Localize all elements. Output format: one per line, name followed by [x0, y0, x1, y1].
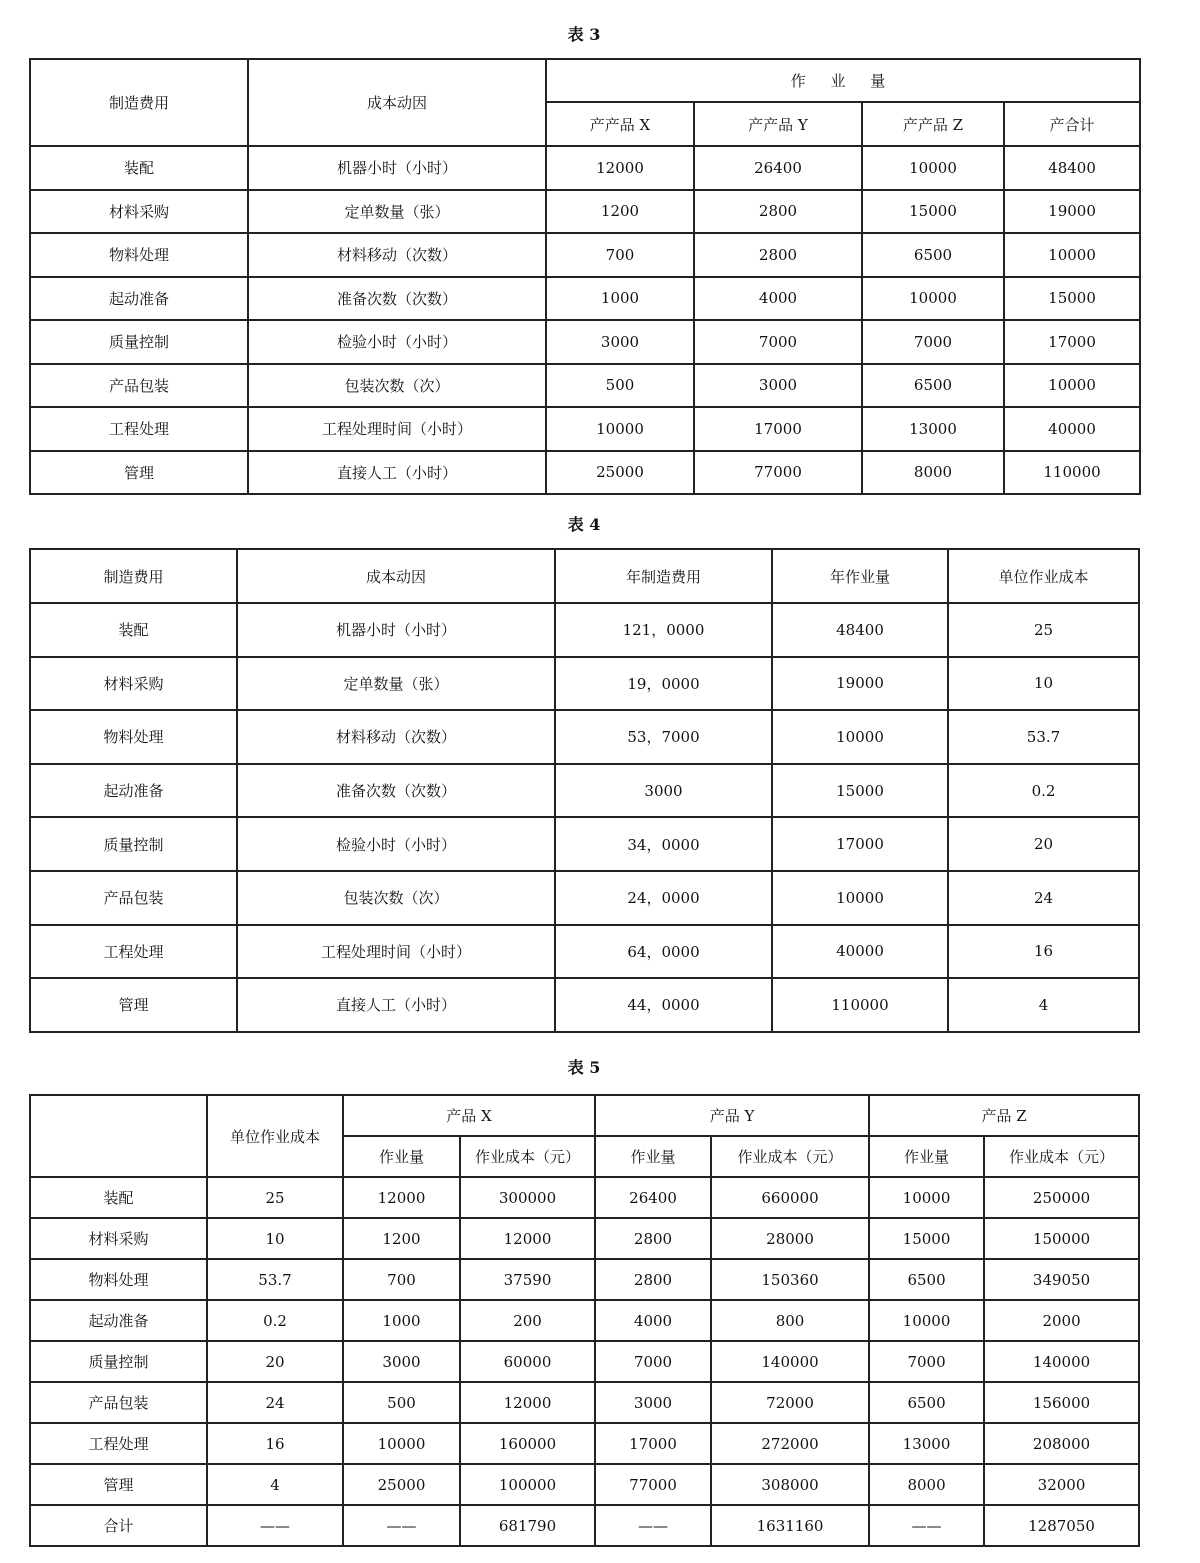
table-cell: 150000 [984, 1218, 1139, 1259]
header-annual-volume: 年作业量 [772, 549, 948, 603]
table-cell: 208000 [984, 1423, 1139, 1464]
table-cell: 4 [948, 978, 1139, 1032]
row-label-cell: 质量控制 [30, 817, 237, 871]
table-cell: 8000 [862, 451, 1004, 495]
row-label-cell: 装配 [30, 146, 248, 190]
row-label-cell: 产品包装 [30, 1382, 207, 1423]
table-cell: 15000 [772, 764, 948, 818]
table-row [30, 1382, 1139, 1423]
table-row [30, 1300, 1139, 1341]
table-cell: 1000 [546, 277, 694, 321]
table-cell: 12000 [460, 1218, 595, 1259]
table-cell: 20 [948, 817, 1139, 871]
table-row [30, 764, 1139, 818]
table-cell: 10000 [869, 1177, 984, 1218]
table-cell: 300000 [460, 1177, 595, 1218]
row-label-cell: 装配 [30, 1177, 207, 1218]
table-cell: 工程处理时间（小时） [248, 407, 546, 451]
table-row [30, 710, 1139, 764]
header-activity-volume: 作 业 量 [546, 59, 1140, 102]
row-label-cell: 材料采购 [30, 657, 237, 711]
table-cell: 材料移动（次数） [248, 233, 546, 277]
table-row [30, 190, 1140, 234]
table-cell: 包装次数（次） [237, 871, 555, 925]
table-cell: 15000 [869, 1218, 984, 1259]
table-row [30, 1177, 1139, 1218]
table-cell: 500 [343, 1382, 460, 1423]
header-manufacturing-cost: 制造费用 [30, 549, 237, 603]
header-product-y: 产品 Y [595, 1095, 869, 1136]
table-cell: 10000 [869, 1300, 984, 1341]
table4-caption: 表 4 [567, 515, 601, 534]
table-cell: 156000 [984, 1382, 1139, 1423]
row-label-cell: 起动准备 [30, 277, 248, 321]
table-cell: 3000 [694, 364, 862, 408]
table-cell: 准备次数（次数） [248, 277, 546, 321]
table-cell: 77000 [595, 1464, 711, 1505]
table-cell: —— [869, 1505, 984, 1546]
table-cell: 24，0000 [555, 871, 772, 925]
table-cell: 包装次数（次） [248, 364, 546, 408]
table-cell: 77000 [694, 451, 862, 495]
table-cell: 140000 [984, 1341, 1139, 1382]
table-cell: 4 [207, 1464, 343, 1505]
header-product-z: 产产品 Z [862, 102, 1004, 146]
table3 [29, 58, 1141, 495]
table-cell: 272000 [711, 1423, 869, 1464]
table-cell: 10 [948, 657, 1139, 711]
table-cell: 10000 [772, 710, 948, 764]
table-row [30, 1464, 1139, 1505]
table-cell: 2800 [694, 233, 862, 277]
table-cell: 12000 [343, 1177, 460, 1218]
table-cell: 3000 [546, 320, 694, 364]
row-label-cell: 工程处理 [30, 1423, 207, 1464]
table-cell: 7000 [595, 1341, 711, 1382]
header-annual-overhead: 年制造费用 [555, 549, 772, 603]
table-row [30, 320, 1140, 364]
table-cell: 13000 [862, 407, 1004, 451]
table5 [29, 1094, 1140, 1547]
table-cell: 20 [207, 1341, 343, 1382]
row-label-cell: 起动准备 [30, 1300, 207, 1341]
row-label-cell: 材料采购 [30, 1218, 207, 1259]
table-cell: 2800 [595, 1218, 711, 1259]
table-cell: 机器小时（小时） [248, 146, 546, 190]
header-product-z: 产品 Z [869, 1095, 1139, 1136]
table-cell: 44，0000 [555, 978, 772, 1032]
table-cell: —— [595, 1505, 711, 1546]
table-cell: 10 [207, 1218, 343, 1259]
table-row [30, 978, 1139, 1032]
table-cell: 32000 [984, 1464, 1139, 1505]
table-cell: 17000 [694, 407, 862, 451]
table-cell: 1200 [546, 190, 694, 234]
table-cell: 7000 [862, 320, 1004, 364]
table-cell: 0.2 [207, 1300, 343, 1341]
header-x-volume: 作业量 [343, 1136, 460, 1177]
table-cell: 17000 [772, 817, 948, 871]
table-cell: 10000 [1004, 364, 1140, 408]
table-row [30, 925, 1139, 979]
table-row [30, 1423, 1139, 1464]
table-cell: 140000 [711, 1341, 869, 1382]
table-row [30, 1505, 1139, 1546]
row-label-cell: 管理 [30, 1464, 207, 1505]
table-cell: 200 [460, 1300, 595, 1341]
row-label-cell: 产品包装 [30, 871, 237, 925]
table-row [30, 603, 1139, 657]
table-cell: 349050 [984, 1259, 1139, 1300]
table-cell: 8000 [869, 1464, 984, 1505]
header-z-cost: 作业成本（元） [984, 1136, 1139, 1177]
row-label-cell: 物料处理 [30, 1259, 207, 1300]
table-cell: 材料移动（次数） [237, 710, 555, 764]
table-cell: —— [343, 1505, 460, 1546]
row-label-cell: 材料采购 [30, 190, 248, 234]
header-y-cost: 作业成本（元） [711, 1136, 869, 1177]
table-cell: 10000 [772, 871, 948, 925]
table-cell: 60000 [460, 1341, 595, 1382]
header-y-volume: 作业量 [595, 1136, 711, 1177]
table-cell: 13000 [869, 1423, 984, 1464]
row-label-cell: 装配 [30, 603, 237, 657]
table-cell: 17000 [1004, 320, 1140, 364]
header-manufacturing-cost: 制造费用 [30, 59, 248, 146]
table-cell: 10000 [343, 1423, 460, 1464]
table-cell: 19，0000 [555, 657, 772, 711]
table-cell: 1287050 [984, 1505, 1139, 1546]
table-row [30, 407, 1140, 451]
table-cell: 25000 [546, 451, 694, 495]
table-row [30, 1259, 1139, 1300]
table-cell: 25 [948, 603, 1139, 657]
table-cell: 16 [207, 1423, 343, 1464]
table-cell: 24 [948, 871, 1139, 925]
table-cell: 1000 [343, 1300, 460, 1341]
header-total: 产合计 [1004, 102, 1140, 146]
header-unit-activity-cost: 单位作业成本 [948, 549, 1139, 603]
table-cell: 25000 [343, 1464, 460, 1505]
table-cell: 150360 [711, 1259, 869, 1300]
table-cell: 工程处理时间（小时） [237, 925, 555, 979]
table-cell: 308000 [711, 1464, 869, 1505]
table-cell: 100000 [460, 1464, 595, 1505]
table-row [30, 451, 1140, 495]
header-product-y: 产产品 Y [694, 102, 862, 146]
table-cell: 4000 [595, 1300, 711, 1341]
table-cell: 64，0000 [555, 925, 772, 979]
table-cell: 16 [948, 925, 1139, 979]
table-cell: 准备次数（次数） [237, 764, 555, 818]
table-cell: 2800 [595, 1259, 711, 1300]
table-cell: 53.7 [948, 710, 1139, 764]
table-cell: 1631160 [711, 1505, 869, 1546]
table-cell: 24 [207, 1382, 343, 1423]
table-cell: 直接人工（小时） [248, 451, 546, 495]
table-cell: 6500 [869, 1259, 984, 1300]
header-z-volume: 作业量 [869, 1136, 984, 1177]
table-cell: 6500 [869, 1382, 984, 1423]
table-cell: 6500 [862, 364, 1004, 408]
table-cell: 37590 [460, 1259, 595, 1300]
table-row [30, 233, 1140, 277]
table-cell: 15000 [862, 190, 1004, 234]
table-cell: 500 [546, 364, 694, 408]
table-cell: 53，7000 [555, 710, 772, 764]
table-cell: 28000 [711, 1218, 869, 1259]
header-blank [30, 1095, 207, 1177]
table-cell: 700 [343, 1259, 460, 1300]
row-label-cell: 管理 [30, 978, 237, 1032]
header-unit-activity-cost: 单位作业成本 [207, 1095, 343, 1177]
table-cell: 3000 [595, 1382, 711, 1423]
table-cell: 检验小时（小时） [248, 320, 546, 364]
table-cell: 4000 [694, 277, 862, 321]
table-cell: 40000 [1004, 407, 1140, 451]
table-cell: 25 [207, 1177, 343, 1218]
table-cell: 53.7 [207, 1259, 343, 1300]
table-cell: 660000 [711, 1177, 869, 1218]
table-cell: 10000 [546, 407, 694, 451]
table-cell: 2800 [694, 190, 862, 234]
header-cost-driver: 成本动因 [248, 59, 546, 146]
table-cell: 19000 [772, 657, 948, 711]
row-label-cell: 质量控制 [30, 1341, 207, 1382]
table-row [30, 364, 1140, 408]
row-label-cell: 物料处理 [30, 233, 248, 277]
table-cell: 250000 [984, 1177, 1139, 1218]
table-cell: 10000 [862, 277, 1004, 321]
table-cell: 3000 [555, 764, 772, 818]
table-cell: 110000 [772, 978, 948, 1032]
table-cell: 681790 [460, 1505, 595, 1546]
table-cell: 1200 [343, 1218, 460, 1259]
table-cell: 10000 [862, 146, 1004, 190]
table-cell: 10000 [1004, 233, 1140, 277]
table-cell: 12000 [460, 1382, 595, 1423]
table-cell: 6500 [862, 233, 1004, 277]
table-cell: 19000 [1004, 190, 1140, 234]
header-x-cost: 作业成本（元） [460, 1136, 595, 1177]
table-cell: 2000 [984, 1300, 1139, 1341]
row-label-cell: 工程处理 [30, 925, 237, 979]
row-label-cell: 物料处理 [30, 710, 237, 764]
table-cell: 110000 [1004, 451, 1140, 495]
table-cell: 34，0000 [555, 817, 772, 871]
table-cell: 700 [546, 233, 694, 277]
table-row [30, 657, 1139, 711]
table-cell: 机器小时（小时） [237, 603, 555, 657]
header-product-x: 产品 X [343, 1095, 595, 1136]
table-cell: 800 [711, 1300, 869, 1341]
table-row [30, 277, 1140, 321]
table-row [30, 1341, 1139, 1382]
table-cell: 3000 [343, 1341, 460, 1382]
table-cell: 160000 [460, 1423, 595, 1464]
table-cell: 17000 [595, 1423, 711, 1464]
table-cell: 7000 [869, 1341, 984, 1382]
table-cell: 48400 [772, 603, 948, 657]
row-label-cell: 合计 [30, 1505, 207, 1546]
row-label-cell: 质量控制 [30, 320, 248, 364]
row-label-cell: 工程处理 [30, 407, 248, 451]
table-cell: 12000 [546, 146, 694, 190]
row-label-cell: 产品包装 [30, 364, 248, 408]
header-cost-driver: 成本动因 [237, 549, 555, 603]
table-cell: 26400 [694, 146, 862, 190]
table-row [30, 871, 1139, 925]
table4 [29, 548, 1140, 1033]
table-cell: 121，0000 [555, 603, 772, 657]
table-cell: 检验小时（小时） [237, 817, 555, 871]
table-cell: 72000 [711, 1382, 869, 1423]
table-cell: 26400 [595, 1177, 711, 1218]
row-label-cell: 起动准备 [30, 764, 237, 818]
table-cell: 0.2 [948, 764, 1139, 818]
table-row [30, 146, 1140, 190]
table-cell: 定单数量（张） [248, 190, 546, 234]
table5-caption: 表 5 [567, 1058, 601, 1077]
table-row [30, 817, 1139, 871]
table-cell: 15000 [1004, 277, 1140, 321]
table-cell: —— [207, 1505, 343, 1546]
table-cell: 定单数量（张） [237, 657, 555, 711]
header-product-x: 产产品 X [546, 102, 694, 146]
table-cell: 48400 [1004, 146, 1140, 190]
table-row [30, 1218, 1139, 1259]
table-cell: 7000 [694, 320, 862, 364]
table-cell: 40000 [772, 925, 948, 979]
table-cell: 直接人工（小时） [237, 978, 555, 1032]
table3-caption: 表 3 [567, 25, 601, 44]
row-label-cell: 管理 [30, 451, 248, 495]
